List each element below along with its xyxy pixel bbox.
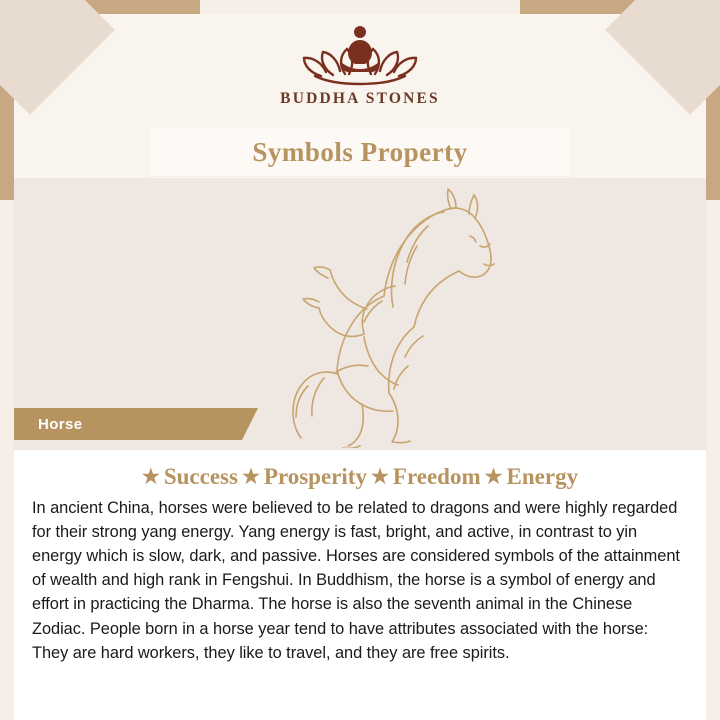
symbol-label-ribbon [14, 408, 242, 440]
keyword-prosperity: Prosperity [263, 464, 367, 489]
description-text: In ancient China, horses were believed to be related to dragons and were highly regarded for their strong yang energy. Yang energy is fast, bright, and active, in contrast to yin energy which is slow, dark, and passive. Horses are considered symbols of the attainment of wealth and high rank in Fengshui. In Buddhism, the horse is a symbol of energy and effort in practicing the Dharma. The horse is also the seventh animal in the Chinese Zodiac. People born in a horse year tend to have attributes associated with the horse: They are hard workers, they like to travel, and they are free spirits. [32, 499, 680, 662]
keyword-success: Success [163, 464, 238, 489]
brand-header [0, 18, 720, 108]
brand-name: BUDDHA STONES [280, 90, 440, 107]
page-title: Symbols Property [252, 136, 468, 167]
lotus-meditation-icon [285, 18, 435, 86]
rearing-horse-line-art-icon [212, 186, 522, 448]
star-icon: ★ [370, 466, 389, 488]
keyword-energy: Energy [506, 464, 579, 489]
keyword-freedom: Freedom [392, 464, 481, 489]
star-icon: ★ [484, 466, 503, 488]
keyword-list [32, 464, 688, 490]
title-band [150, 128, 570, 176]
star-icon: ★ [241, 466, 260, 488]
symbol-label-text: Horse [38, 415, 83, 433]
description-panel [14, 450, 706, 720]
star-icon: ★ [141, 466, 160, 488]
